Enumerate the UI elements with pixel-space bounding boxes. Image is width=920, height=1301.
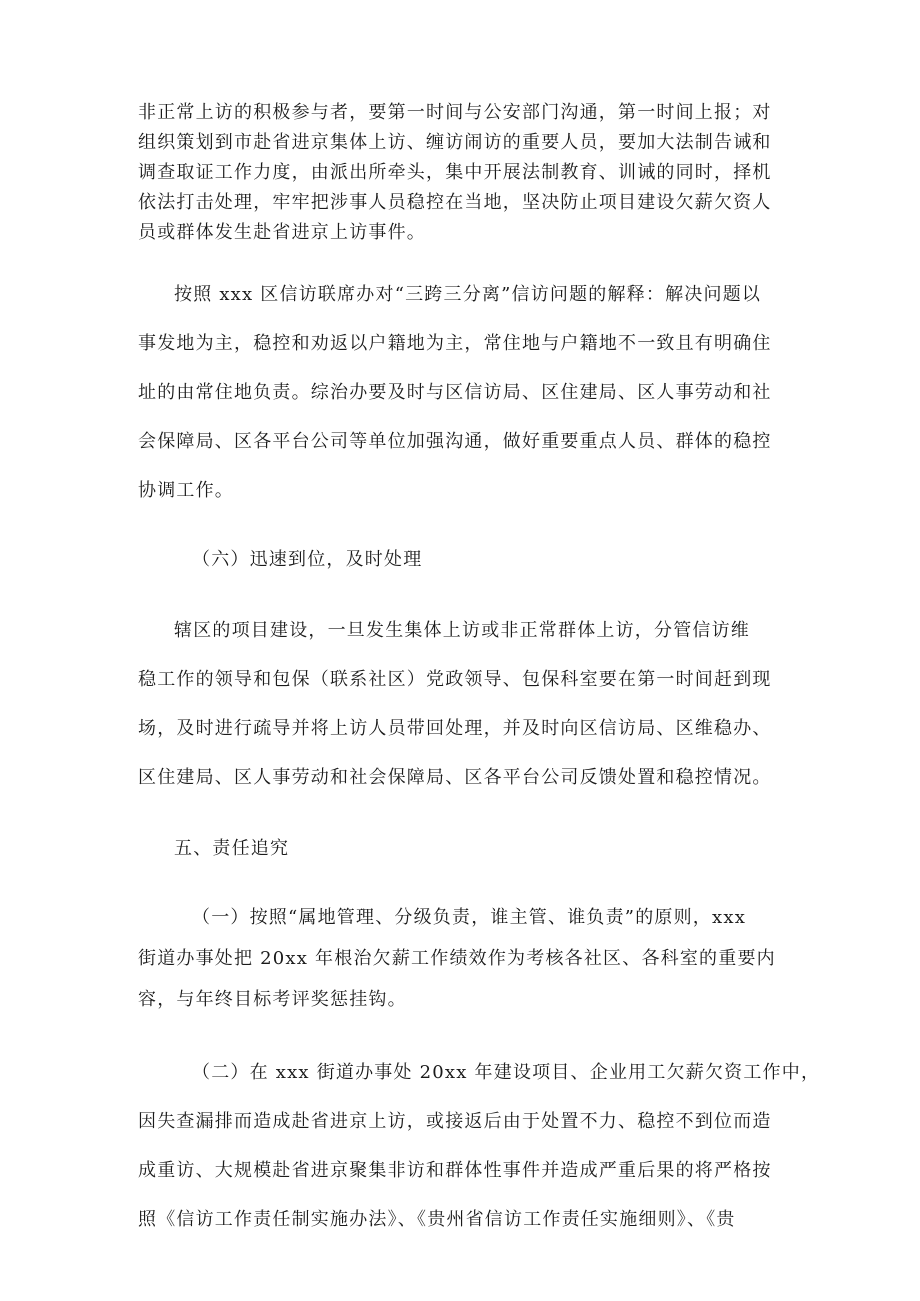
- paragraph-3: [138, 606, 788, 802]
- text-line: 组织策划到市赴省进京集体上访、缠访闹访的重要人员，要加大法制告诫和: [138, 132, 772, 153]
- text-line: 事发地为主，稳控和劝返以户籍地为主，常住地与户籍地不一致且有明确住: [138, 333, 772, 354]
- text-line: 员或群体发生赴省进京上访事件。: [138, 222, 426, 243]
- document-page: [138, 98, 821, 1244]
- text-line: 照《信访工作责任制实施办法》、《贵州省信访工作责任实施细则》、《贵: [138, 1209, 736, 1230]
- paragraph-5: [138, 1048, 821, 1244]
- text-line: 成重访、大规模赴省进京聚集非访和群体性事件并造成严重后果的将严格按: [138, 1160, 772, 1181]
- text-line: 因失查漏排而造成赴省进京上访，或接返后由于处置不力、稳控不到位而造: [138, 1111, 772, 1132]
- paragraph-2: [138, 270, 788, 515]
- text-line: 址的由常住地负责。综治办要及时与区信访局、区住建局、区人事劳动和社: [138, 382, 772, 403]
- text-line: 街道办事处把 20xx 年根治欠薪工作绩效作为考核各社区、各科室的重要内: [138, 948, 776, 969]
- heading-text: （六）迅速到位，及时处理: [192, 549, 423, 570]
- text-line: 辖区的项目建设，一旦发生集体上访或非正常群体上访，分管信访维: [174, 620, 750, 641]
- text-line: 容，与年终目标考评奖惩挂钩。: [138, 989, 407, 1010]
- text-line: 调查取证工作力度，由派出所牵头，集中开展法制教育、训诫的同时，择机: [138, 162, 772, 183]
- section-heading-five: [138, 824, 788, 873]
- text-line: 会保障局、区各平台公司等单位加强沟通，做好重要重点人员、群体的稳控: [138, 431, 772, 452]
- paragraph-1: [138, 98, 788, 248]
- text-line: （一）按照“属地管理、分级负责，谁主管、谁负责”的原则，xxx: [192, 907, 747, 928]
- text-line: 非正常上访的积极参与者，要第一时间与公安部门沟通，第一时间上报；对: [138, 102, 772, 123]
- section-heading-six: [138, 535, 788, 584]
- text-line: 按照 xxx 区信访联席办对“三跨三分离”信访问题的解释：解决问题以: [174, 284, 762, 305]
- text-line: 依法打击处理，牢牢把涉事人员稳控在当地，坚决防止项目建设欠薪欠资人: [138, 192, 772, 213]
- text-line: 协调工作。: [138, 480, 234, 501]
- text-line: 稳工作的领导和包保（联系社区）党政领导、包保科室要在第一时间赶到现: [138, 669, 772, 690]
- heading-text: 五、责任追究: [174, 838, 290, 859]
- paragraph-4: [138, 897, 788, 1020]
- text-line: 区住建局、区人事劳动和社会保障局、区各平台公司反馈处置和稳控情况。: [138, 767, 772, 788]
- text-line: （二）在 xxx 街道办事处 20xx 年建设项目、企业用工欠薪欠资工作中，: [192, 1062, 821, 1083]
- text-line: 场，及时进行疏导并将上访人员带回处理，并及时向区信访局、区维稳办、: [138, 718, 772, 739]
